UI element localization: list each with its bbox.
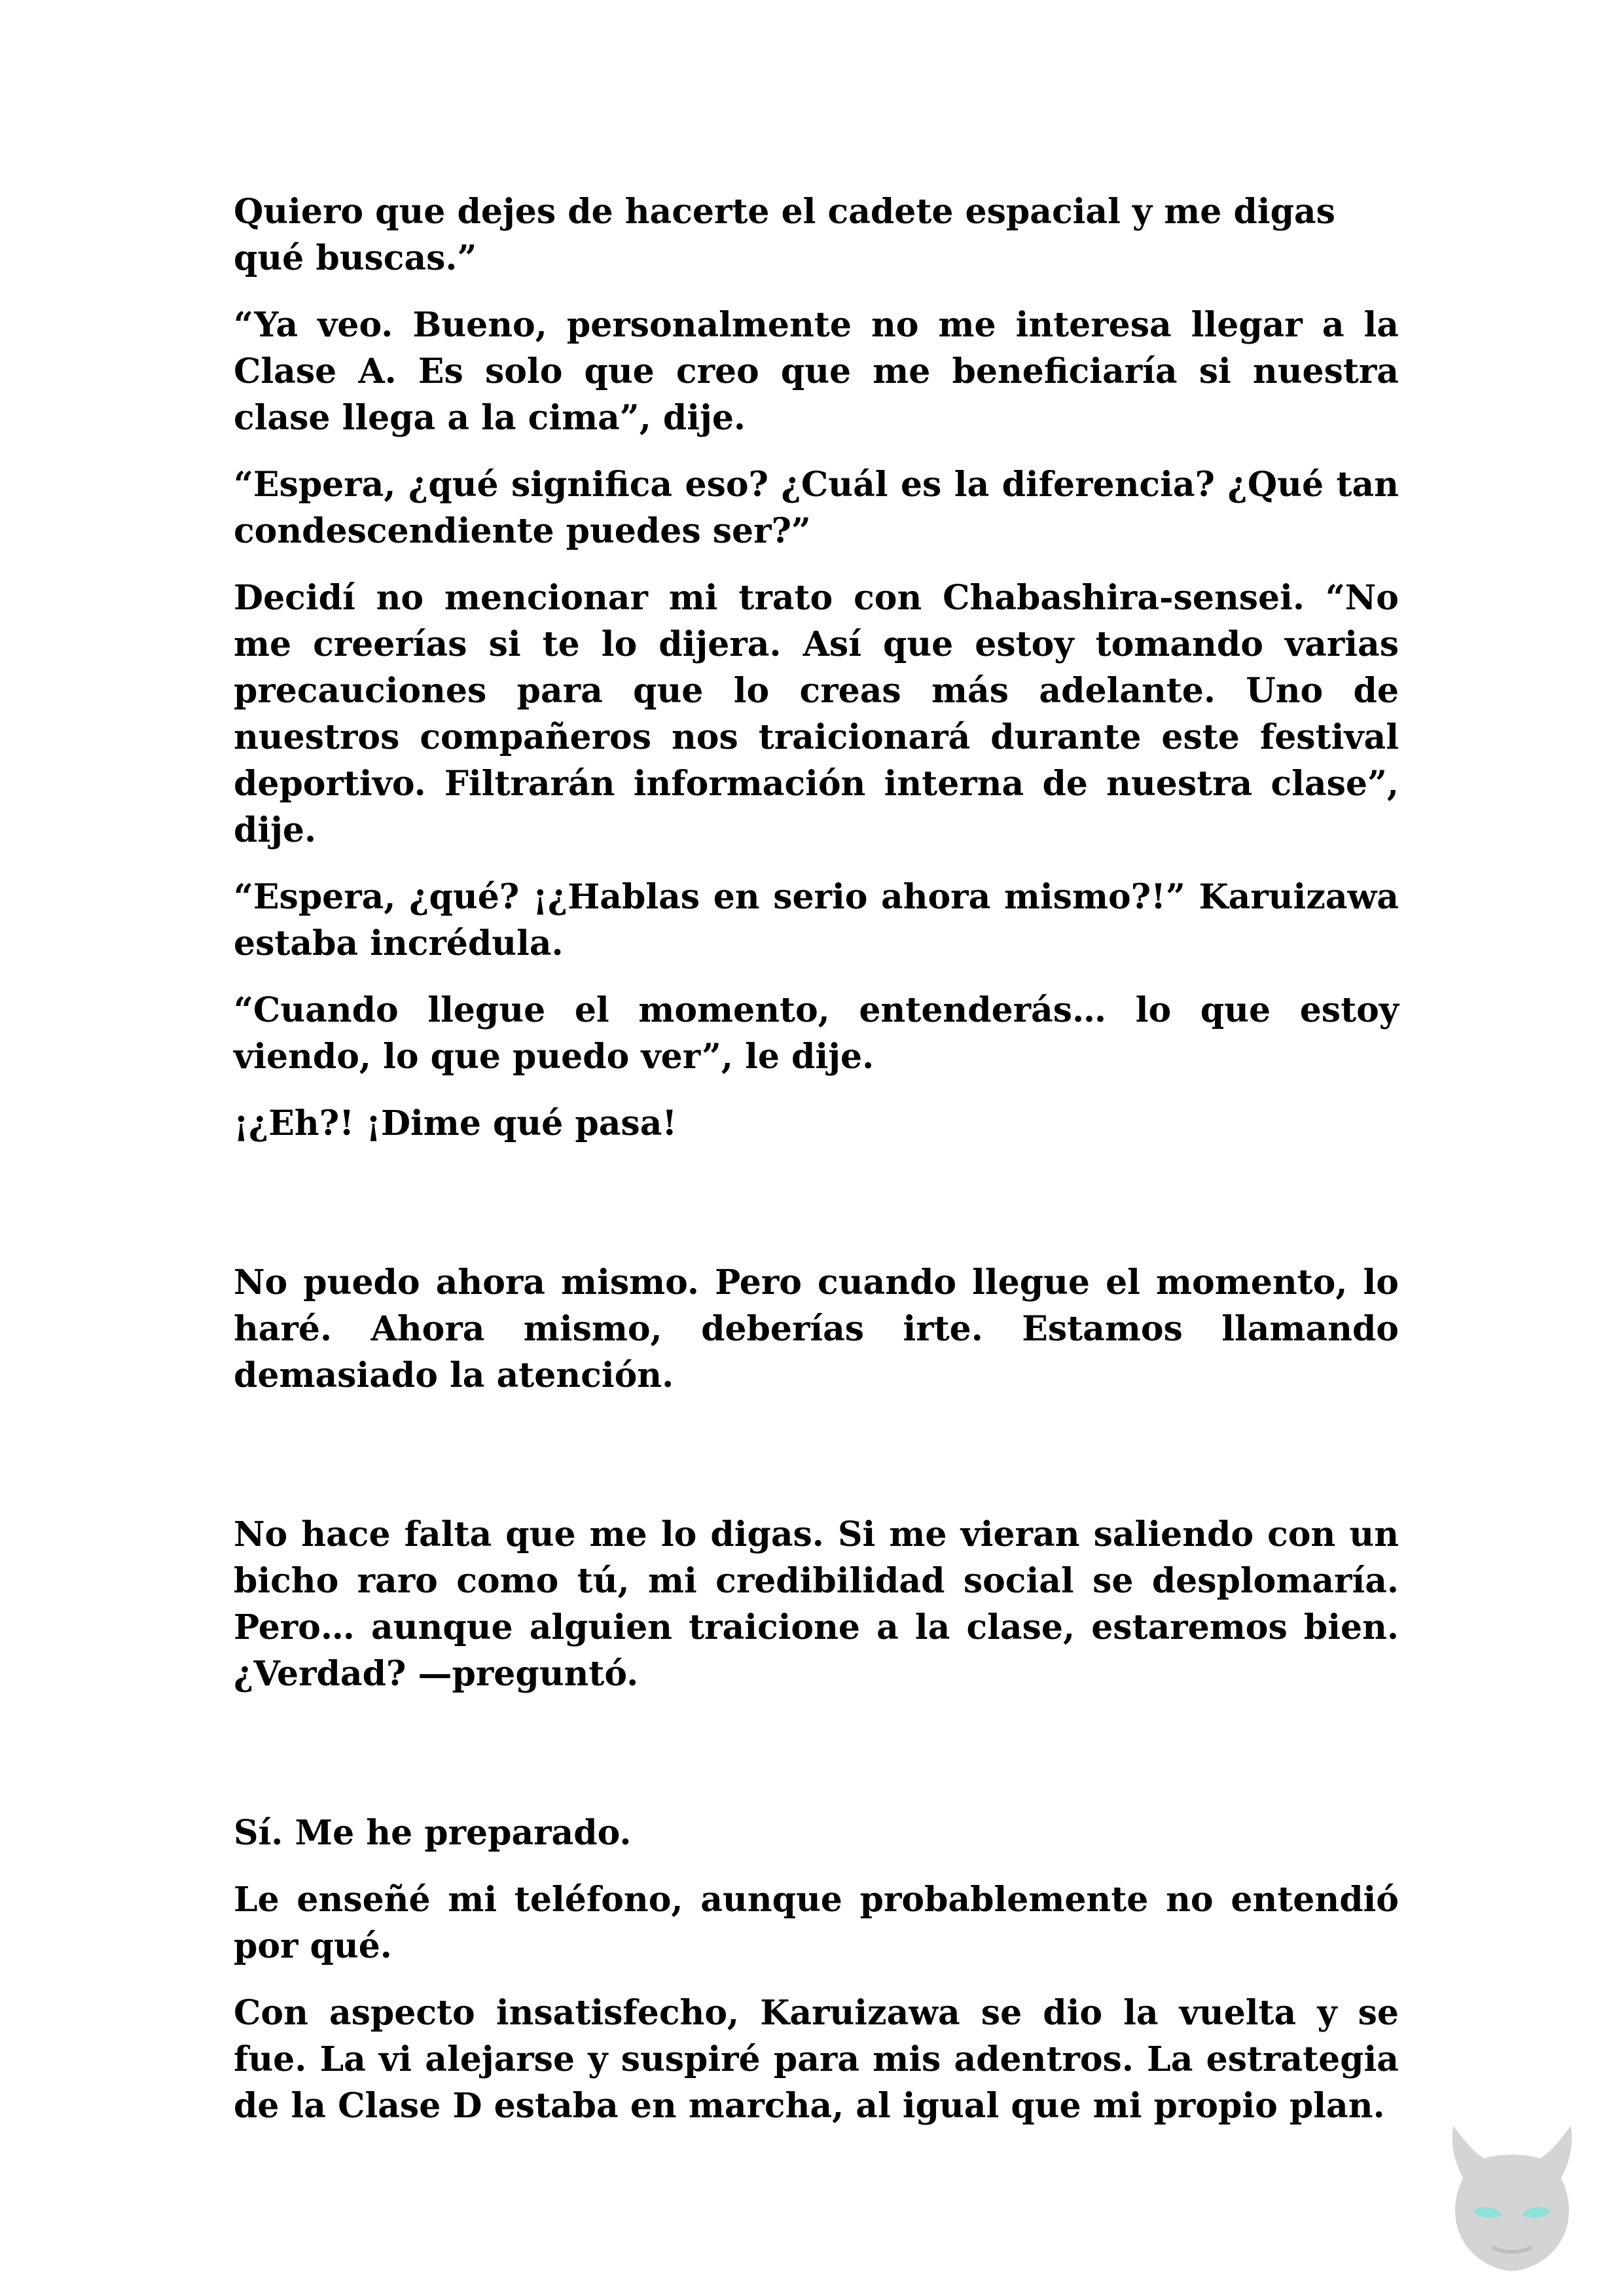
paragraph-5: “Espera, ¿qué? ¡¿Hablas en serio ahora mismo?!” Karuizawa estaba incrédula. xyxy=(234,877,1399,963)
paragraph-11: Le enseñé mi teléfono, aunque probablemente no entendió por qué. xyxy=(234,1880,1399,1966)
body-text xyxy=(234,188,1399,2149)
paragraph-4: Decidí no mencionar mi trato con Chabashira-sensei. “No me creerías si te lo dijera. Así que estoy tomando varias precauciones para que lo creas más adelante. Uno de nuestros compañeros nos traicionará durante este festival deportivo. Filtrarán información interna de nuestra clase”, dije. xyxy=(234,578,1399,850)
paragraph-1: Quiero que dejes de hacerte el cadete espacial y me digas qué buscas.” xyxy=(234,192,1335,278)
paragraph-12: Con aspecto insatisfecho, Karuizawa se dio la vuelta y se fue. La vi alejarse y suspiré para mis adentros. La estrategia de la Clase D estaba en marcha, al igual que mi propio plan. xyxy=(234,1993,1399,2126)
horned-demon-head-icon xyxy=(1427,2113,1597,2276)
paragraph-3: “Espera, ¿qué significa eso? ¿Cuál es la diferencia? ¿Qué tan condescendiente puedes ser?” xyxy=(234,465,1399,551)
paragraph-10: Sí. Me he preparado. xyxy=(234,1813,632,1853)
paragraph-6: “Cuando llegue el momento, entenderás… lo que estoy viendo, lo que puedo ver”, le dije. xyxy=(234,990,1399,1077)
paragraph-7: ¡¿Eh?! ¡Dime qué pasa! xyxy=(234,1103,677,1143)
paragraph-9: No hace falta que me lo digas. Si me vieran saliendo con un bicho raro como tú, mi credibilidad social se desplomaría. Pero… aunque alguien traicione a la clase, estaremos bien. ¿Verdad? —preguntó. xyxy=(234,1515,1399,1694)
paragraph-2: “Ya veo. Bueno, personalmente no me interesa llegar a la Clase A. Es solo que creo que me beneficiaría si nuestra clase llega a la cima”, dije. xyxy=(234,305,1399,438)
paragraph-8: No puedo ahora mismo. Pero cuando llegue el momento, lo haré. Ahora mismo, deberías irte. Estamos llamando demasiado la atención. xyxy=(234,1263,1399,1395)
